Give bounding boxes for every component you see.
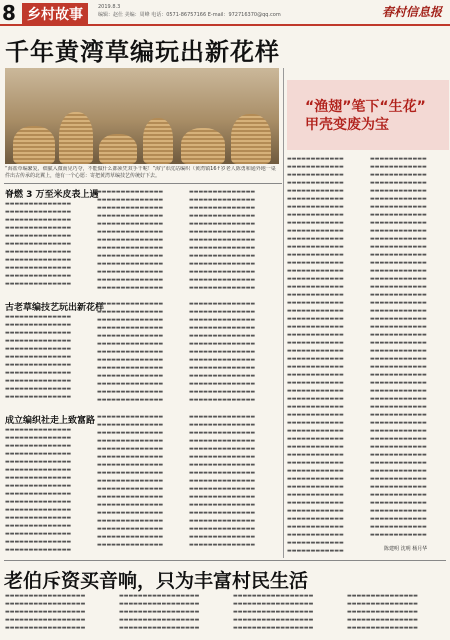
date: 2019.8.3 (98, 4, 121, 10)
baskets-photo (5, 68, 279, 164)
body-text-column: ▬▬▬▬▬▬▬▬▬▬▬▬▬▬▬ ▬▬▬▬▬▬▬▬▬▬▬▬▬▬▬ ▬▬▬▬▬▬▬▬▬▬▬▬▬▬▬ ▬▬▬▬▬▬▬▬▬▬▬▬▬▬▬ ▬▬▬▬▬▬▬▬▬▬▬▬▬▬▬ (347, 593, 418, 631)
feature-title-line1: “渔翅”笔下“生花” (305, 99, 426, 115)
body-text-column: ▬▬▬▬▬▬▬▬▬▬▬▬▬▬ ▬▬▬▬▬▬▬▬▬▬▬▬▬▬ ▬▬▬▬▬▬▬▬▬▬▬▬▬▬ ▬▬▬▬▬▬▬▬▬▬▬▬▬▬ ▬▬▬▬▬▬▬▬▬▬▬▬▬▬ ▬▬▬▬▬▬▬▬▬▬▬▬▬▬ ▬▬▬▬▬▬▬▬▬▬▬▬▬▬ ▬▬▬▬▬▬▬▬▬▬▬▬▬▬ ▬▬▬▬▬▬▬▬▬▬▬▬▬▬ ▬▬▬▬▬▬▬▬▬▬▬▬▬▬ ▬▬▬▬▬▬▬▬▬▬▬▬▬▬ ▬▬▬▬▬▬▬▬▬▬▬▬▬▬ ▬▬▬▬▬▬▬▬▬▬▬▬▬▬ (97, 301, 164, 403)
body-text-column: ▬▬▬▬▬▬▬▬▬▬▬▬▬▬ ▬▬▬▬▬▬▬▬▬▬▬▬▬▬ ▬▬▬▬▬▬▬▬▬▬▬▬▬▬ ▬▬▬▬▬▬▬▬▬▬▬▬▬▬ ▬▬▬▬▬▬▬▬▬▬▬▬▬▬ ▬▬▬▬▬▬▬▬▬▬▬▬▬▬ ▬▬▬▬▬▬▬▬▬▬▬▬▬▬ ▬▬▬▬▬▬▬▬▬▬▬▬▬▬ ▬▬▬▬▬▬▬▬▬▬▬▬▬▬ ▬▬▬▬▬▬▬▬▬▬▬▬▬▬ ▬▬▬▬▬▬▬▬▬▬▬▬▬▬ ▬▬▬▬▬▬▬▬▬▬▬▬▬▬ ▬▬▬▬▬▬▬▬▬▬▬▬▬▬ ▬▬▬▬▬▬▬▬▬▬▬▬▬▬ ▬▬▬▬▬▬▬▬▬▬▬▬▬▬ ▬▬▬▬▬▬▬▬▬▬▬▬▬▬ ▬▬▬▬▬▬▬▬▬▬▬▬▬▬ (189, 414, 256, 548)
byline-3: 杨月华 (412, 546, 428, 552)
body-text-column: ▬▬▬▬▬▬▬▬▬▬▬▬▬▬ ▬▬▬▬▬▬▬▬▬▬▬▬▬▬ ▬▬▬▬▬▬▬▬▬▬▬▬▬▬ ▬▬▬▬▬▬▬▬▬▬▬▬▬▬ ▬▬▬▬▬▬▬▬▬▬▬▬▬▬ ▬▬▬▬▬▬▬▬▬▬▬▬▬▬ ▬▬▬▬▬▬▬▬▬▬▬▬▬▬ ▬▬▬▬▬▬▬▬▬▬▬▬▬▬ ▬▬▬▬▬▬▬▬▬▬▬▬▬▬ ▬▬▬▬▬▬▬▬▬▬▬▬▬▬ ▬▬▬▬▬▬▬▬▬▬▬▬▬▬ ▬▬▬▬▬▬▬▬▬▬▬▬▬▬ ▬▬▬▬▬▬▬▬▬▬▬▬▬▬ ▬▬▬▬▬▬▬▬▬▬▬▬▬▬ ▬▬▬▬▬▬▬▬▬▬▬▬▬▬ ▬▬▬▬▬▬▬▬▬▬▬▬▬▬ (5, 427, 72, 553)
feature-byline (384, 545, 448, 555)
phone: 电话：0571-86757166 (151, 12, 207, 18)
body-text-column: ▬▬▬▬▬▬▬▬▬▬▬▬▬▬ ▬▬▬▬▬▬▬▬▬▬▬▬▬▬ ▬▬▬▬▬▬▬▬▬▬▬▬▬▬ ▬▬▬▬▬▬▬▬▬▬▬▬▬▬ ▬▬▬▬▬▬▬▬▬▬▬▬▬▬ ▬▬▬▬▬▬▬▬▬▬▬▬▬▬ ▬▬▬▬▬▬▬▬▬▬▬▬▬▬ ▬▬▬▬▬▬▬▬▬▬▬▬▬▬ ▬▬▬▬▬▬▬▬▬▬▬▬▬▬ ▬▬▬▬▬▬▬▬▬▬▬▬▬▬ ▬▬▬▬▬▬▬▬▬▬▬▬▬▬ (5, 314, 72, 400)
feature-title-line2: 甲壳变废为宝 (305, 117, 389, 133)
body-text-column: ▬▬▬▬▬▬▬▬▬▬▬▬▬▬ ▬▬▬▬▬▬▬▬▬▬▬▬▬▬ ▬▬▬▬▬▬▬▬▬▬▬▬▬▬ ▬▬▬▬▬▬▬▬▬▬▬▬▬▬ ▬▬▬▬▬▬▬▬▬▬▬▬▬▬ ▬▬▬▬▬▬▬▬▬▬▬▬▬▬ ▬▬▬▬▬▬▬▬▬▬▬▬▬▬ ▬▬▬▬▬▬▬▬▬▬▬▬▬▬ ▬▬▬▬▬▬▬▬▬▬▬▬▬▬ ▬▬▬▬▬▬▬▬▬▬▬▬▬▬ ▬▬▬▬▬▬▬▬▬▬▬▬▬▬ ▬▬▬▬▬▬▬▬▬▬▬▬▬▬ ▬▬▬▬▬▬▬▬▬▬▬▬▬▬ (189, 301, 256, 403)
body-text-column: ▬▬▬▬▬▬▬▬▬▬▬▬▬▬▬▬▬ ▬▬▬▬▬▬▬▬▬▬▬▬▬▬▬▬▬ ▬▬▬▬▬▬▬▬▬▬▬▬▬▬▬▬▬ ▬▬▬▬▬▬▬▬▬▬▬▬▬▬▬▬▬ ▬▬▬▬▬▬▬▬▬▬▬▬▬▬▬▬▬ (119, 593, 200, 631)
subhead-1: 脊燃 3 万至米皮表上遇 (5, 190, 99, 200)
email: E-mail：972716370@qq.com (207, 12, 281, 18)
body-text-column: ▬▬▬▬▬▬▬▬▬▬▬▬▬▬ ▬▬▬▬▬▬▬▬▬▬▬▬▬▬ ▬▬▬▬▬▬▬▬▬▬▬▬▬▬ ▬▬▬▬▬▬▬▬▬▬▬▬▬▬ ▬▬▬▬▬▬▬▬▬▬▬▬▬▬ ▬▬▬▬▬▬▬▬▬▬▬▬▬▬ ▬▬▬▬▬▬▬▬▬▬▬▬▬▬ ▬▬▬▬▬▬▬▬▬▬▬▬▬▬ ▬▬▬▬▬▬▬▬▬▬▬▬▬▬ ▬▬▬▬▬▬▬▬▬▬▬▬▬▬ ▬▬▬▬▬▬▬▬▬▬▬▬▬▬ ▬▬▬▬▬▬▬▬▬▬▬▬▬▬ ▬▬▬▬▬▬▬▬▬▬▬▬▬▬ ▬▬▬▬▬▬▬▬▬▬▬▬▬▬ ▬▬▬▬▬▬▬▬▬▬▬▬▬▬ ▬▬▬▬▬▬▬▬▬▬▬▬▬▬ ▬▬▬▬▬▬▬▬▬▬▬▬▬▬ (97, 414, 164, 548)
subhead-2: 古老草编技艺玩出新花样 (5, 303, 105, 313)
body-text-column: ▬▬▬▬▬▬▬▬▬▬▬▬▬▬ ▬▬▬▬▬▬▬▬▬▬▬▬▬▬ ▬▬▬▬▬▬▬▬▬▬▬▬▬▬ ▬▬▬▬▬▬▬▬▬▬▬▬▬▬ ▬▬▬▬▬▬▬▬▬▬▬▬▬▬ ▬▬▬▬▬▬▬▬▬▬▬▬▬▬ ▬▬▬▬▬▬▬▬▬▬▬▬▬▬ ▬▬▬▬▬▬▬▬▬▬▬▬▬▬ ▬▬▬▬▬▬▬▬▬▬▬▬▬▬ ▬▬▬▬▬▬▬▬▬▬▬▬▬▬ ▬▬▬▬▬▬▬▬▬▬▬▬▬▬ (5, 201, 72, 287)
editor: 编辑：赵仕 美编：周峰 (98, 12, 150, 18)
body-text-column: ▬▬▬▬▬▬▬▬▬▬▬▬▬▬ ▬▬▬▬▬▬▬▬▬▬▬▬▬▬ ▬▬▬▬▬▬▬▬▬▬▬▬▬▬ ▬▬▬▬▬▬▬▬▬▬▬▬▬▬ ▬▬▬▬▬▬▬▬▬▬▬▬▬▬ ▬▬▬▬▬▬▬▬▬▬▬▬▬▬ ▬▬▬▬▬▬▬▬▬▬▬▬▬▬ ▬▬▬▬▬▬▬▬▬▬▬▬▬▬ ▬▬▬▬▬▬▬▬▬▬▬▬▬▬ ▬▬▬▬▬▬▬▬▬▬▬▬▬▬ ▬▬▬▬▬▬▬▬▬▬▬▬▬▬ ▬▬▬▬▬▬▬▬▬▬▬▬▬▬ ▬▬▬▬▬▬▬▬▬▬▬▬▬▬ (97, 189, 164, 291)
masthead-logo: 春村信息报 (381, 5, 442, 19)
feature-title-box (287, 80, 449, 150)
column-divider (283, 68, 284, 558)
section-title: 乡村故事 (22, 3, 88, 25)
body-text-column: ▬▬▬▬▬▬▬▬▬▬▬▬▬▬▬▬▬ ▬▬▬▬▬▬▬▬▬▬▬▬▬▬▬▬▬ ▬▬▬▬▬▬▬▬▬▬▬▬▬▬▬▬▬ ▬▬▬▬▬▬▬▬▬▬▬▬▬▬▬▬▬ ▬▬▬▬▬▬▬▬▬▬▬▬▬▬▬▬▬ (233, 593, 314, 631)
byline-2: 沈明 (400, 546, 411, 552)
body-text-column: ▬▬▬▬▬▬▬▬▬▬▬▬▬▬ ▬▬▬▬▬▬▬▬▬▬▬▬▬▬ ▬▬▬▬▬▬▬▬▬▬▬▬▬▬ ▬▬▬▬▬▬▬▬▬▬▬▬▬▬ ▬▬▬▬▬▬▬▬▬▬▬▬▬▬ ▬▬▬▬▬▬▬▬▬▬▬▬▬▬ ▬▬▬▬▬▬▬▬▬▬▬▬▬▬ ▬▬▬▬▬▬▬▬▬▬▬▬▬▬ ▬▬▬▬▬▬▬▬▬▬▬▬▬▬ ▬▬▬▬▬▬▬▬▬▬▬▬▬▬ ▬▬▬▬▬▬▬▬▬▬▬▬▬▬ ▬▬▬▬▬▬▬▬▬▬▬▬▬▬ ▬▬▬▬▬▬▬▬▬▬▬▬▬▬ (189, 189, 256, 291)
photo-caption: “海盐草编繁复、细腻入微而见巧夺，不能做什么都须凭双手干呢！”海宁市沈站编织（黄湾镇16↑岁老人陈勇和通外地一桌件出古传承的北翼上，他有一个心愿：寄把黄湾草编技艺传统好下去。 (5, 166, 276, 179)
page-number: 8 (2, 1, 16, 25)
bottom-headline: 老伯斥资买音响，只为丰富村民生活 (4, 570, 309, 592)
byline-1: 陈建明 (384, 546, 400, 552)
subhead-3: 成立编织社走上致富路 (5, 416, 96, 426)
header-meta (98, 3, 358, 19)
feature-body-column: ▬▬▬▬▬▬▬▬▬▬▬▬ ▬▬▬▬▬▬▬▬▬▬▬▬ ▬▬▬▬▬▬▬▬▬▬▬▬ ▬▬▬▬▬▬▬▬▬▬▬▬ ▬▬▬▬▬▬▬▬▬▬▬▬ ▬▬▬▬▬▬▬▬▬▬▬▬ ▬▬▬▬▬▬▬▬▬▬▬▬ ▬▬▬▬▬▬▬▬▬▬▬▬ ▬▬▬▬▬▬▬▬▬▬▬▬ ▬▬▬▬▬▬▬▬▬▬▬▬ ▬▬▬▬▬▬▬▬▬▬▬▬ ▬▬▬▬▬▬▬▬▬▬▬▬ ▬▬▬▬▬▬▬▬▬▬▬▬ ▬▬▬▬▬▬▬▬▬▬▬▬ ▬▬▬▬▬▬▬▬▬▬▬▬ ▬▬▬▬▬▬▬▬▬▬▬▬ ▬▬▬▬▬▬▬▬▬▬▬▬ ▬▬▬▬▬▬▬▬▬▬▬▬ ▬▬▬▬▬▬▬▬▬▬▬▬ ▬▬▬▬▬▬▬▬▬▬▬▬ ▬▬▬▬▬▬▬▬▬▬▬▬ ▬▬▬▬▬▬▬▬▬▬▬▬ ▬▬▬▬▬▬▬▬▬▬▬▬ ▬▬▬▬▬▬▬▬▬▬▬▬ ▬▬▬▬▬▬▬▬▬▬▬▬ ▬▬▬▬▬▬▬▬▬▬▬▬ ▬▬▬▬▬▬▬▬▬▬▬▬ ▬▬▬▬▬▬▬▬▬▬▬▬ ▬▬▬▬▬▬▬▬▬▬▬▬ ▬▬▬▬▬▬▬▬▬▬▬▬ ▬▬▬▬▬▬▬▬▬▬▬▬ ▬▬▬▬▬▬▬▬▬▬▬▬ ▬▬▬▬▬▬▬▬▬▬▬▬ ▬▬▬▬▬▬▬▬▬▬▬▬ ▬▬▬▬▬▬▬▬▬▬▬▬ ▬▬▬▬▬▬▬▬▬▬▬▬ ▬▬▬▬▬▬▬▬▬▬▬▬ ▬▬▬▬▬▬▬▬▬▬▬▬ ▬▬▬▬▬▬▬▬▬▬▬▬ ▬▬▬▬▬▬▬▬▬▬▬▬ ▬▬▬▬▬▬▬▬▬▬▬▬ ▬▬▬▬▬▬▬▬▬▬▬▬ ▬▬▬▬▬▬▬▬▬▬▬▬ ▬▬▬▬▬▬▬▬▬▬▬▬ ▬▬▬▬▬▬▬▬▬▬▬▬ ▬▬▬▬▬▬▬▬▬▬▬▬ ▬▬▬▬▬▬▬▬▬▬▬▬ ▬▬▬▬▬▬▬▬▬▬▬▬ (370, 156, 427, 538)
main-headline: 千年黄湾草编玩出新花样 (5, 38, 280, 66)
divider (4, 183, 282, 184)
body-text-column: ▬▬▬▬▬▬▬▬▬▬▬▬▬▬▬▬▬ ▬▬▬▬▬▬▬▬▬▬▬▬▬▬▬▬▬ ▬▬▬▬▬▬▬▬▬▬▬▬▬▬▬▬▬ ▬▬▬▬▬▬▬▬▬▬▬▬▬▬▬▬▬ ▬▬▬▬▬▬▬▬▬▬▬▬▬▬▬▬▬ (5, 593, 86, 631)
page-header (0, 0, 450, 26)
divider (4, 560, 446, 561)
feature-body-column: ▬▬▬▬▬▬▬▬▬▬▬▬ ▬▬▬▬▬▬▬▬▬▬▬▬ ▬▬▬▬▬▬▬▬▬▬▬▬ ▬▬▬▬▬▬▬▬▬▬▬▬ ▬▬▬▬▬▬▬▬▬▬▬▬ ▬▬▬▬▬▬▬▬▬▬▬▬ ▬▬▬▬▬▬▬▬▬▬▬▬ ▬▬▬▬▬▬▬▬▬▬▬▬ ▬▬▬▬▬▬▬▬▬▬▬▬ ▬▬▬▬▬▬▬▬▬▬▬▬ ▬▬▬▬▬▬▬▬▬▬▬▬ ▬▬▬▬▬▬▬▬▬▬▬▬ ▬▬▬▬▬▬▬▬▬▬▬▬ ▬▬▬▬▬▬▬▬▬▬▬▬ ▬▬▬▬▬▬▬▬▬▬▬▬ ▬▬▬▬▬▬▬▬▬▬▬▬ ▬▬▬▬▬▬▬▬▬▬▬▬ ▬▬▬▬▬▬▬▬▬▬▬▬ ▬▬▬▬▬▬▬▬▬▬▬▬ ▬▬▬▬▬▬▬▬▬▬▬▬ ▬▬▬▬▬▬▬▬▬▬▬▬ ▬▬▬▬▬▬▬▬▬▬▬▬ ▬▬▬▬▬▬▬▬▬▬▬▬ ▬▬▬▬▬▬▬▬▬▬▬▬ ▬▬▬▬▬▬▬▬▬▬▬▬ ▬▬▬▬▬▬▬▬▬▬▬▬ ▬▬▬▬▬▬▬▬▬▬▬▬ ▬▬▬▬▬▬▬▬▬▬▬▬ ▬▬▬▬▬▬▬▬▬▬▬▬ ▬▬▬▬▬▬▬▬▬▬▬▬ ▬▬▬▬▬▬▬▬▬▬▬▬ ▬▬▬▬▬▬▬▬▬▬▬▬ ▬▬▬▬▬▬▬▬▬▬▬▬ ▬▬▬▬▬▬▬▬▬▬▬▬ ▬▬▬▬▬▬▬▬▬▬▬▬ ▬▬▬▬▬▬▬▬▬▬▬▬ ▬▬▬▬▬▬▬▬▬▬▬▬ ▬▬▬▬▬▬▬▬▬▬▬▬ ▬▬▬▬▬▬▬▬▬▬▬▬ ▬▬▬▬▬▬▬▬▬▬▬▬ ▬▬▬▬▬▬▬▬▬▬▬▬ ▬▬▬▬▬▬▬▬▬▬▬▬ ▬▬▬▬▬▬▬▬▬▬▬▬ ▬▬▬▬▬▬▬▬▬▬▬▬ ▬▬▬▬▬▬▬▬▬▬▬▬ ▬▬▬▬▬▬▬▬▬▬▬▬ ▬▬▬▬▬▬▬▬▬▬▬▬ ▬▬▬▬▬▬▬▬▬▬▬▬ ▬▬▬▬▬▬▬▬▬▬▬▬ ▬▬▬▬▬▬▬▬▬▬▬▬ (287, 156, 344, 554)
